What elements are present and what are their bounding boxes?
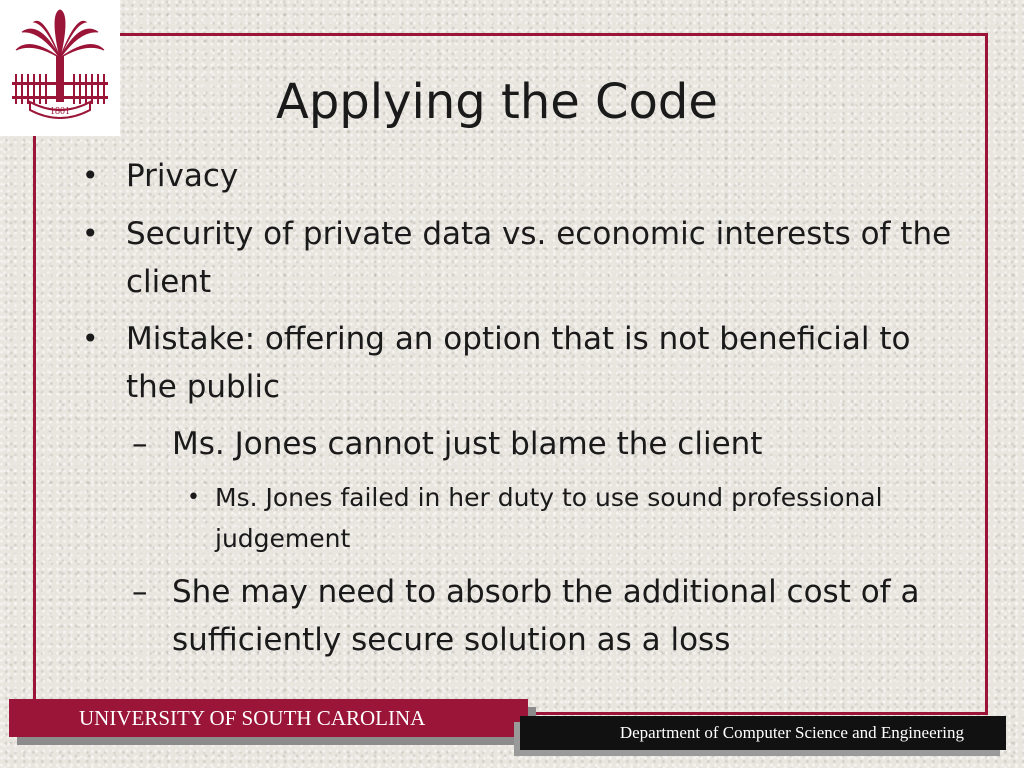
bullet-marker: • xyxy=(82,322,99,355)
bullet-text: Mistake: offering an option that is not beneficial to the public xyxy=(126,321,911,405)
university-name: UNIVERSITY OF SOUTH CAROLINA xyxy=(79,706,426,730)
sub-item-absorb-cost xyxy=(132,568,952,664)
bullet-marker: • xyxy=(187,485,200,510)
sub-item-blame xyxy=(132,420,952,468)
sub-sub-item-duty xyxy=(187,477,955,559)
dash-marker: – xyxy=(132,426,148,462)
bullet-item-privacy xyxy=(82,152,956,200)
department-name: Department of Computer Science and Engineering xyxy=(619,723,964,742)
slide-title: Applying the Code xyxy=(276,74,718,130)
logo-year-text: 1801 xyxy=(50,106,70,117)
dash-marker: – xyxy=(132,574,148,610)
bullet-text: Security of private data vs. economic interests of the client xyxy=(126,216,952,300)
sub-item-text: She may need to absorb the additional cost of a sufficiently secure solution as a loss xyxy=(172,574,920,658)
bullet-text: Privacy xyxy=(126,158,239,194)
bullet-item-mistake xyxy=(82,315,956,411)
footer-department-banner xyxy=(520,716,1006,750)
bullet-marker: • xyxy=(82,159,99,192)
bullet-item-security xyxy=(82,210,956,306)
sub-sub-item-text: Ms. Jones failed in her duty to use sound professional judgement xyxy=(215,483,883,553)
footer-university-banner xyxy=(9,699,528,737)
bullet-marker: • xyxy=(82,217,99,250)
sub-item-text: Ms. Jones cannot just blame the client xyxy=(172,426,763,462)
